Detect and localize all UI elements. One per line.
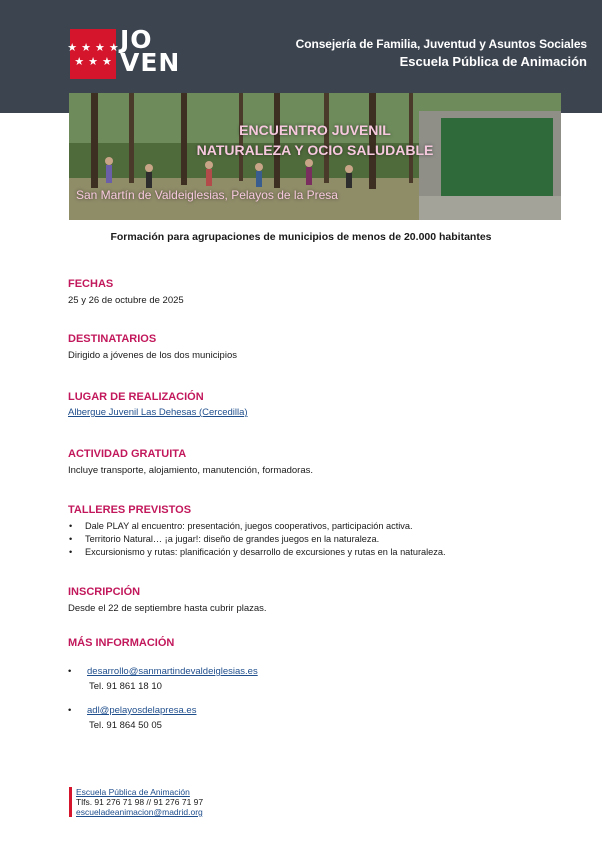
section-heading: DESTINATARIOS — [68, 333, 157, 345]
section-actividad-gratuita — [68, 447, 568, 477]
section-inscripcion — [68, 585, 568, 615]
section-lugar — [68, 390, 568, 419]
registration-text: Desde el 22 de septiembre hasta cubrir plazas. — [68, 603, 267, 614]
joven-logo: JO VEN — [120, 25, 181, 77]
footer-school-link[interactable]: Escuela Pública de Animación — [76, 787, 190, 797]
section-destinatarios — [68, 332, 568, 362]
contact-item — [68, 704, 368, 732]
program-subtitle: Formación para agrupaciones de municipios de menos de 20.000 habitantes — [110, 231, 492, 243]
list-item: • Dale PLAY al encuentro: presentación, juegos cooperativos, participación activa. — [68, 520, 568, 533]
phone-number: Tel. 91 864 50 05 — [89, 720, 162, 731]
contact-item — [68, 665, 368, 693]
event-title-line1: ENCUENTRO JUVENIL — [239, 122, 391, 138]
section-heading: LUGAR DE REALIZACIÓN — [68, 391, 204, 403]
footer-phones: Tlfs. 91 276 71 98 // 91 276 71 97 — [76, 797, 204, 807]
footer-contact — [69, 787, 203, 817]
included-text: Incluye transporte, alojamiento, manutención, formadoras. — [68, 465, 314, 476]
section-heading: MÁS INFORMACIÓN — [68, 637, 175, 649]
audience-text: Dirigido a jóvenes de los dos municipios — [68, 350, 237, 361]
list-item: • Excursionismo y rutas: planificación y desarrollo de excursiones y rutas en la naturaleza. — [68, 546, 568, 559]
organization-name — [296, 37, 587, 69]
school-name: Escuela Pública de Animación — [399, 54, 587, 69]
event-location: San Martín de Valdeiglesias, Pelayos de la Presa — [76, 188, 338, 202]
footer-email-link[interactable]: escueladeanimacion@madrid.org — [76, 807, 203, 817]
event-title-line2: NATURALEZA Y OCIO SALUDABLE — [196, 142, 434, 158]
section-heading: ACTIVIDAD GRATUITA — [68, 448, 187, 460]
section-heading: TALLERES PREVISTOS — [68, 504, 192, 516]
workshops-list — [68, 520, 568, 559]
section-mas-informacion — [68, 636, 568, 650]
section-heading: INSCRIPCIÓN — [68, 586, 141, 598]
madrid-flag-logo: ★ ★ ★ ★ ★ ★ ★ — [70, 29, 116, 79]
section-talleres — [68, 503, 568, 559]
email-link[interactable]: desarrollo@sanmartindevaldeiglesias.es — [87, 666, 258, 677]
section-heading: FECHAS — [68, 278, 114, 290]
email-link[interactable]: adl@pelayosdelapresa.es — [87, 705, 197, 716]
ministry-name: Consejería de Familia, Juventud y Asuntos Sociales — [295, 37, 587, 51]
section-fechas — [68, 277, 568, 307]
phone-number: Tel. 91 861 18 10 — [89, 681, 162, 692]
event-banner-photo — [69, 93, 561, 220]
dates-text: 25 y 26 de octubre de 2025 — [68, 295, 184, 306]
list-item: • Territorio Natural… ¡a jugar!: diseño de grandes juegos en la naturaleza. — [68, 533, 568, 546]
venue-link[interactable]: Albergue Juvenil Las Dehesas (Cercedilla) — [68, 407, 248, 418]
